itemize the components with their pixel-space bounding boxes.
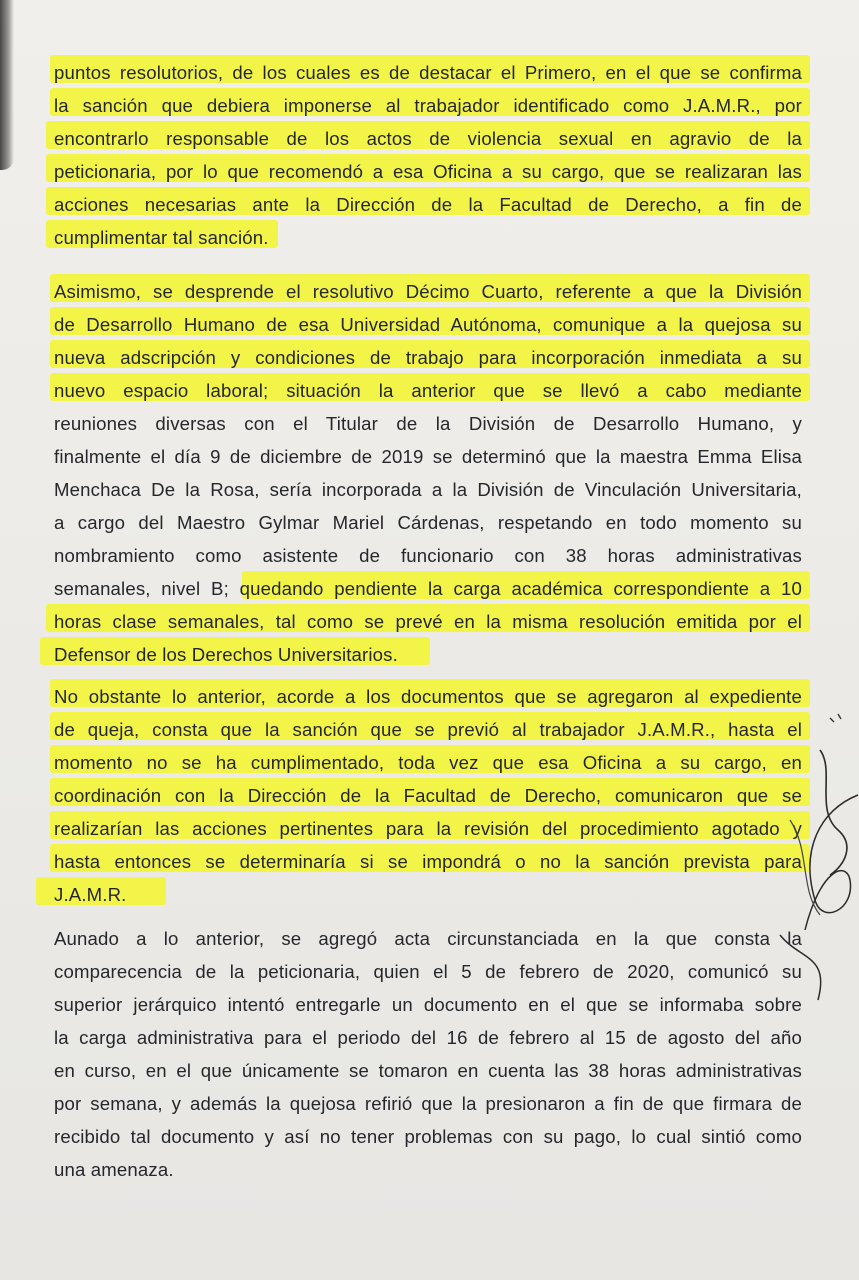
- text-line: nuevo espacio laboral; situación la anterior que se llevó a cabo mediante: [54, 380, 802, 401]
- text-line: Asimismo, se desprende el resolutivo Décimo Cuarto, referente a que la División: [54, 281, 802, 302]
- text-line: encontrarlo responsable de los actos de violencia sexual en agravio de la: [54, 128, 802, 149]
- text-line: peticionaria, por lo que recomendó a esa Oficina a su cargo, que se realizaran las: [54, 161, 802, 182]
- text-line: semanales, nivel B; quedando pendiente la carga académica correspondiente a 10: [54, 578, 802, 599]
- text-line: momento no se ha cumplimentado, toda vez que esa Oficina a su cargo, en: [54, 752, 802, 773]
- text-line: en curso, en el que únicamente se tomaron en cuenta las 38 horas administrativas: [54, 1060, 802, 1081]
- text-line: acciones necesarias ante la Dirección de la Facultad de Derecho, a fin de: [54, 194, 802, 215]
- text-line: una amenaza.: [54, 1159, 174, 1180]
- text-line: nueva adscripción y condiciones de trabajo para incorporación inmediata a su: [54, 347, 802, 368]
- text-line: No obstante lo anterior, acorde a los documentos que se agregaron al expediente: [54, 686, 802, 707]
- text-line: Defensor de los Derechos Universitarios.: [54, 644, 398, 665]
- text-line: horas clase semanales, tal como se prevé en la misma resolución emitida por el: [54, 611, 802, 632]
- text-line: superior jerárquico intentó entregarle un documento en el que se informaba sobre: [54, 994, 802, 1015]
- text-line: a cargo del Maestro Gylmar Mariel Cárdenas, respetando en todo momento su: [54, 512, 802, 533]
- text-line: puntos resolutorios, de los cuales es de destacar el Primero, en el que se confirma: [54, 62, 802, 83]
- text-line: nombramiento como asistente de funcionario con 38 horas administrativas: [54, 545, 802, 566]
- text-line: Aunado a lo anterior, se agregó acta circunstanciada en la que consta la: [54, 928, 802, 949]
- text-line: de queja, consta que la sanción que se previó al trabajador J.A.M.R., hasta el: [54, 719, 802, 740]
- text-line: comparecencia de la peticionaria, quien el 5 de febrero de 2020, comunicó su: [54, 961, 802, 982]
- text-line: J.A.M.R.: [54, 884, 127, 905]
- text-line: la carga administrativa para el periodo del 16 de febrero al 15 de agosto del año: [54, 1027, 802, 1048]
- text-line: reuniones diversas con el Titular de la División de Desarrollo Humano, y: [54, 413, 802, 434]
- text-line: coordinación con la Dirección de la Facultad de Derecho, comunicaron que se: [54, 785, 802, 806]
- text-line: finalmente el día 9 de diciembre de 2019 se determinó que la maestra Emma Elisa: [54, 446, 802, 467]
- text-line: realizarían las acciones pertinentes para la revisión del procedimiento agotado y: [54, 818, 802, 839]
- text-line: la sanción que debiera imponerse al trabajador identificado como J.A.M.R., por: [54, 95, 802, 116]
- text-line: recibido tal documento y así no tener problemas con su pago, lo cual sintió como: [54, 1126, 802, 1147]
- text-line: cumplimentar tal sanción.: [54, 227, 269, 248]
- text-line: hasta entonces se determinaría si se impondrá o no la sanción prevista para: [54, 851, 802, 872]
- text-line: Menchaca De la Rosa, sería incorporada a la División de Vinculación Universitaria,: [54, 479, 802, 500]
- text-line: por semana, y además la quejosa refirió que la presionaron a fin de que firmara de: [54, 1093, 802, 1114]
- text-line: de Desarrollo Humano de esa Universidad Autónoma, comunique a la quejosa su: [54, 314, 802, 335]
